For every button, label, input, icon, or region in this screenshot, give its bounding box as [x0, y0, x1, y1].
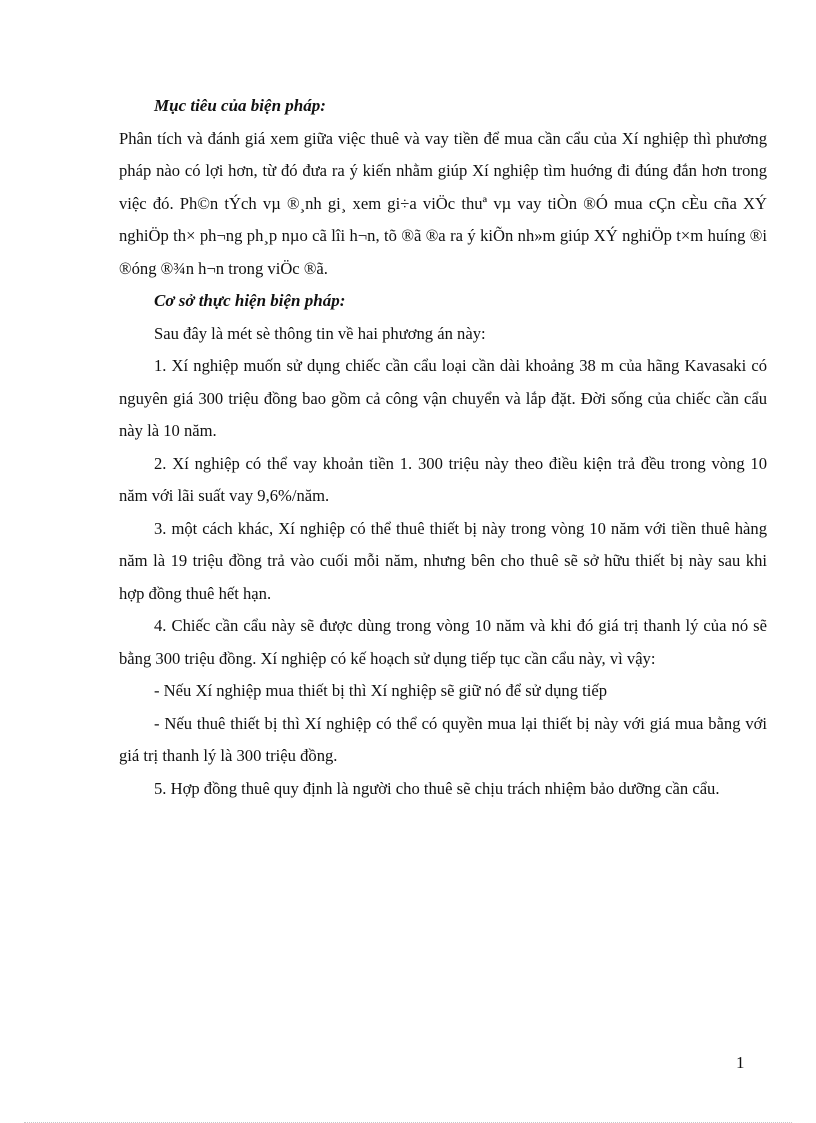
paragraph-item-3: 3. một cách khác, Xí nghiệp có thể thuê thiết bị này trong vòng 10 năm với tiền thuê hàng năm là 19 triệu đồng trả vào cuối mỗi năm, nhưng bên cho thuê sẽ sở hữu thiết bị này sau khi hợp đồng thuê hết hạn.: [119, 518, 767, 603]
page-number: 1: [736, 1053, 745, 1072]
paragraph-item-5: 5. Hợp đồng thuê quy định là người cho thuê sẽ chịu trách nhiệm bảo dưỡng cần cẩu.: [154, 778, 720, 798]
paragraph-item-4a: - Nếu Xí nghiệp mua thiết bị thì Xí nghiệp sẽ giữ nó để sử dụng tiếp: [154, 681, 608, 700]
paragraph-item-1: 1. Xí nghiệp muốn sử dụng chiếc cần cẩu loại cần dài khoảng 38 m của hãng Kavasaki có nguyên giá 300 triệu đồng bao gồm cả công vận chuyển và lắp đặt. Đời sống của chiếc cần cẩu này là 10 năm.: [119, 356, 767, 440]
heading-goal: Mục tiêu của biện pháp:: [154, 96, 326, 115]
paragraph-item-4b: - Nếu thuê thiết bị thì Xí nghiệp có thể có quyền mua lại thiết bị này với giá mua bằng với giá trị thanh lý là 300 triệu đồng.: [119, 713, 767, 765]
heading-basis: Cơ sở thực hiện biện pháp:: [154, 291, 346, 310]
paragraph-goal: Phân tích và đánh giá xem giữa việc thuê và vay tiền để mua cần cẩu của Xí nghiệp thì phương pháp nào có lợi hơn, từ đó đưa ra ý kiến nhằm giúp Xí nghiệp tìm huớng đi đúng đắn hơn trong việc đó. Ph©n tÝch vµ ®¸nh gi¸ xem gi÷a viÖc thuª vµ vay tiÒn ®Ó mua cÇn cÈu cña XÝ nghiÖp th× ph¬ng ph¸p nµo cã lîi h¬n, tõ ®ã ®a ra ý kiÕn nh»m giúp XÝ nghiÖp t×m huíng ®i ®óng ®¾n h¬n trong viÖc ®ã.: [119, 128, 767, 278]
paragraph-item-2: 2. Xí nghiệp có thể vay khoản tiền 1. 300 triệu này theo điều kiện trả đều trong vòng 10 năm với lãi suất vay 9,6%/năm.: [119, 453, 767, 505]
paragraph-item-4: 4. Chiếc cần cẩu này sẽ được dùng trong vòng 10 năm và khi đó giá trị thanh lý của nó sẽ bằng 300 triệu đồng. Xí nghiệp có kế hoạch sử dụng tiếp tục cần cẩu này, vì vậy:: [119, 616, 767, 668]
document-page: [119, 90, 767, 805]
paragraph-intro: Sau đây là mét sè thông tin về hai phương án này:: [154, 323, 486, 343]
